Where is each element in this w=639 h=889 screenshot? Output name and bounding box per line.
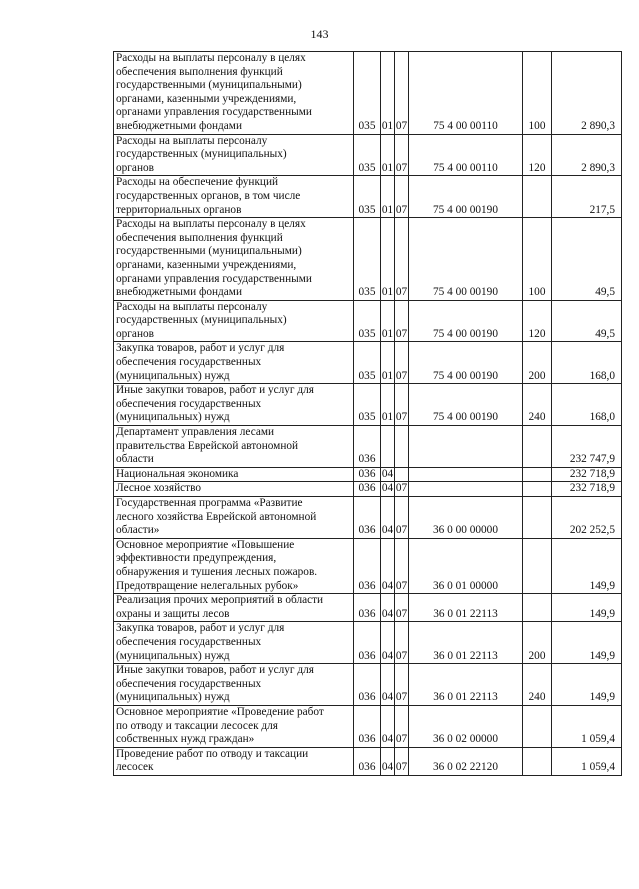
row-subsection-cell (395, 467, 409, 482)
table-row (114, 176, 622, 218)
row-grbs-cell: 036 (354, 482, 381, 497)
row-grbs-cell: 035 (354, 300, 381, 342)
row-sum-cell: 232 747,9 (552, 426, 622, 468)
row-expense-type-cell: 200 (523, 342, 552, 384)
row-sum-cell: 149,9 (552, 538, 622, 593)
table-row (114, 594, 622, 622)
row-section-cell (381, 426, 395, 468)
table-row (114, 218, 622, 301)
table-row (114, 342, 622, 384)
row-grbs-cell: 036 (354, 705, 381, 747)
row-name-cell: Расходы на выплаты персоналу в целях обеспечения выполнения функций государственными (муниципальными) органами, казенными учреждениями, органами управления государственными внебюджетными фондами (114, 52, 354, 135)
row-grbs-cell: 036 (354, 664, 381, 706)
row-name-cell: Национальная экономика (114, 467, 354, 482)
row-target-article-cell (409, 467, 523, 482)
row-target-article-cell: 75 4 00 00110 (409, 134, 523, 176)
row-subsection-cell: 07 (395, 594, 409, 622)
row-subsection-cell: 07 (395, 52, 409, 135)
row-name-cell: Расходы на обеспечение функций государственных органов, в том числе территориальных органов (114, 176, 354, 218)
row-target-article-cell: 36 0 02 00000 (409, 705, 523, 747)
table-row (114, 664, 622, 706)
row-subsection-cell: 07 (395, 664, 409, 706)
row-subsection-cell (395, 426, 409, 468)
table-row (114, 705, 622, 747)
row-target-article-cell: 36 0 02 22120 (409, 747, 523, 775)
row-subsection-cell: 07 (395, 497, 409, 539)
row-subsection-cell: 07 (395, 384, 409, 426)
row-name-cell: Расходы на выплаты персоналу государственных (муниципальных) органов (114, 134, 354, 176)
row-target-article-cell: 75 4 00 00190 (409, 218, 523, 301)
row-section-cell: 01 (381, 342, 395, 384)
row-target-article-cell: 36 0 01 00000 (409, 538, 523, 593)
row-grbs-cell: 036 (354, 747, 381, 775)
row-grbs-cell: 036 (354, 538, 381, 593)
row-sum-cell: 1 059,4 (552, 747, 622, 775)
row-grbs-cell: 036 (354, 594, 381, 622)
row-grbs-cell: 035 (354, 218, 381, 301)
row-section-cell: 04 (381, 747, 395, 775)
row-expense-type-cell (523, 705, 552, 747)
row-name-cell: Проведение работ по отводу и таксации лесосек (114, 747, 354, 775)
row-expense-type-cell (523, 538, 552, 593)
row-sum-cell: 168,0 (552, 342, 622, 384)
row-sum-cell: 217,5 (552, 176, 622, 218)
row-subsection-cell: 07 (395, 300, 409, 342)
table-row (114, 538, 622, 593)
row-expense-type-cell: 120 (523, 300, 552, 342)
row-expense-type-cell (523, 497, 552, 539)
row-expense-type-cell: 100 (523, 52, 552, 135)
row-grbs-cell: 035 (354, 52, 381, 135)
table-row (114, 134, 622, 176)
row-expense-type-cell (523, 467, 552, 482)
row-target-article-cell: 36 0 00 00000 (409, 497, 523, 539)
row-name-cell: Лесное хозяйство (114, 482, 354, 497)
row-sum-cell: 149,9 (552, 622, 622, 664)
row-grbs-cell: 036 (354, 622, 381, 664)
table-row (114, 622, 622, 664)
row-subsection-cell: 07 (395, 482, 409, 497)
row-sum-cell: 149,9 (552, 664, 622, 706)
row-sum-cell: 232 718,9 (552, 482, 622, 497)
row-target-article-cell: 75 4 00 00110 (409, 52, 523, 135)
row-sum-cell: 168,0 (552, 384, 622, 426)
page-number: 143 (310, 27, 329, 41)
row-section-cell: 04 (381, 664, 395, 706)
row-section-cell: 04 (381, 538, 395, 593)
table-row (114, 384, 622, 426)
row-section-cell: 01 (381, 218, 395, 301)
row-subsection-cell: 07 (395, 747, 409, 775)
row-expense-type-cell: 100 (523, 218, 552, 301)
row-section-cell: 01 (381, 384, 395, 426)
row-target-article-cell: 75 4 00 00190 (409, 342, 523, 384)
row-target-article-cell (409, 426, 523, 468)
row-grbs-cell: 035 (354, 342, 381, 384)
row-section-cell: 04 (381, 467, 395, 482)
row-name-cell: Расходы на выплаты персоналу государственных (муниципальных) органов (114, 300, 354, 342)
row-expense-type-cell (523, 594, 552, 622)
row-grbs-cell: 036 (354, 426, 381, 468)
row-sum-cell: 1 059,4 (552, 705, 622, 747)
row-expense-type-cell (523, 426, 552, 468)
row-grbs-cell: 035 (354, 134, 381, 176)
row-expense-type-cell: 200 (523, 622, 552, 664)
row-name-cell: Основное мероприятие «Повышение эффективности предупреждения, обнаружения и тушения лесных пожаров. Предотвращение нелегальных рубок» (114, 538, 354, 593)
row-sum-cell: 202 252,5 (552, 497, 622, 539)
row-grbs-cell: 036 (354, 467, 381, 482)
row-target-article-cell: 75 4 00 00190 (409, 176, 523, 218)
row-name-cell: Основное мероприятие «Проведение работ по отводу и таксации лесосек для собственных нужд граждан» (114, 705, 354, 747)
row-expense-type-cell: 240 (523, 384, 552, 426)
row-name-cell: Закупка товаров, работ и услуг для обеспечения государственных (муниципальных) нужд (114, 622, 354, 664)
table-row (114, 747, 622, 775)
table-row (114, 52, 622, 135)
row-name-cell: Реализация прочих мероприятий в области охраны и защиты лесов (114, 594, 354, 622)
budget-table (113, 51, 622, 776)
row-expense-type-cell (523, 747, 552, 775)
row-grbs-cell: 036 (354, 497, 381, 539)
table-row (114, 467, 622, 482)
row-section-cell: 01 (381, 134, 395, 176)
row-target-article-cell: 75 4 00 00190 (409, 384, 523, 426)
table-row (114, 497, 622, 539)
table-row (114, 300, 622, 342)
row-name-cell: Департамент управления лесами правительства Еврейской автономной области (114, 426, 354, 468)
row-section-cell: 04 (381, 482, 395, 497)
row-target-article-cell: 75 4 00 00190 (409, 300, 523, 342)
row-target-article-cell: 36 0 01 22113 (409, 622, 523, 664)
row-name-cell: Закупка товаров, работ и услуг для обеспечения государственных (муниципальных) нужд (114, 342, 354, 384)
row-subsection-cell: 07 (395, 134, 409, 176)
row-expense-type-cell: 120 (523, 134, 552, 176)
row-sum-cell: 49,5 (552, 218, 622, 301)
row-section-cell: 04 (381, 594, 395, 622)
row-name-cell: Иные закупки товаров, работ и услуг для обеспечения государственных (муниципальных) нужд (114, 384, 354, 426)
row-sum-cell: 49,5 (552, 300, 622, 342)
row-sum-cell: 2 890,3 (552, 52, 622, 135)
row-subsection-cell: 07 (395, 176, 409, 218)
table-row (114, 482, 622, 497)
row-subsection-cell: 07 (395, 538, 409, 593)
row-target-article-cell: 36 0 01 22113 (409, 664, 523, 706)
row-expense-type-cell (523, 482, 552, 497)
budget-table-body (114, 52, 622, 776)
row-section-cell: 01 (381, 52, 395, 135)
row-section-cell: 01 (381, 176, 395, 218)
row-name-cell: Расходы на выплаты персоналу в целях обеспечения выполнения функций государственными (муниципальными) органами, казенными учреждениями, органами управления государственными внебюджетными фондами (114, 218, 354, 301)
row-name-cell: Государственная программа «Развитие лесного хозяйства Еврейской автономной области» (114, 497, 354, 539)
row-expense-type-cell (523, 176, 552, 218)
row-section-cell: 04 (381, 705, 395, 747)
row-sum-cell: 149,9 (552, 594, 622, 622)
row-subsection-cell: 07 (395, 705, 409, 747)
row-section-cell: 04 (381, 622, 395, 664)
row-target-article-cell (409, 482, 523, 497)
row-section-cell: 04 (381, 497, 395, 539)
table-row (114, 426, 622, 468)
row-target-article-cell: 36 0 01 22113 (409, 594, 523, 622)
row-subsection-cell: 07 (395, 342, 409, 384)
row-expense-type-cell: 240 (523, 664, 552, 706)
row-section-cell: 01 (381, 300, 395, 342)
row-subsection-cell: 07 (395, 218, 409, 301)
row-sum-cell: 2 890,3 (552, 134, 622, 176)
row-grbs-cell: 035 (354, 176, 381, 218)
row-subsection-cell: 07 (395, 622, 409, 664)
row-name-cell: Иные закупки товаров, работ и услуг для обеспечения государственных (муниципальных) нужд (114, 664, 354, 706)
row-sum-cell: 232 718,9 (552, 467, 622, 482)
row-grbs-cell: 035 (354, 384, 381, 426)
